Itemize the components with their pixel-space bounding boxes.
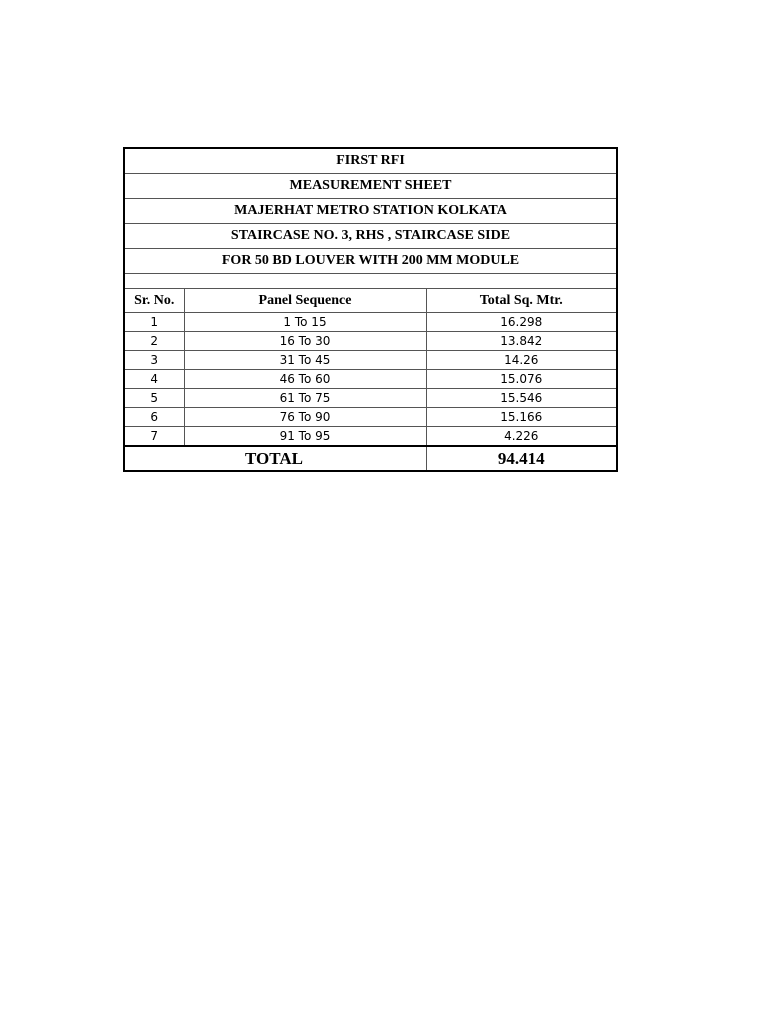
header-row — [124, 249, 617, 274]
cell-sr-no: 6 — [124, 408, 184, 427]
cell-total-sq-mtr: 14.26 — [426, 351, 617, 370]
table-row — [124, 370, 617, 389]
header-title: FIRST RFI — [124, 148, 617, 174]
cell-sr-no: 1 — [124, 313, 184, 332]
header-location: MAJERHAT METRO STATION KOLKATA — [124, 199, 617, 224]
header-staircase: STAIRCASE NO. 3, RHS , STAIRCASE SIDE — [124, 224, 617, 249]
cell-total-sq-mtr: 15.166 — [426, 408, 617, 427]
table-row — [124, 389, 617, 408]
cell-total-sq-mtr: 13.842 — [426, 332, 617, 351]
table-row — [124, 332, 617, 351]
cell-panel-sequence: 1 To 15 — [184, 313, 426, 332]
column-header-row — [124, 289, 617, 313]
header-description: FOR 50 BD LOUVER WITH 200 MM MODULE — [124, 249, 617, 274]
cell-sr-no: 3 — [124, 351, 184, 370]
measurement-sheet-table — [123, 147, 618, 472]
total-label: TOTAL — [124, 446, 426, 471]
cell-panel-sequence: 16 To 30 — [184, 332, 426, 351]
spacer-row — [124, 274, 617, 289]
cell-total-sq-mtr: 4.226 — [426, 427, 617, 447]
column-header-sr-no: Sr. No. — [124, 289, 184, 313]
cell-sr-no: 7 — [124, 427, 184, 447]
cell-total-sq-mtr: 15.546 — [426, 389, 617, 408]
cell-panel-sequence: 31 To 45 — [184, 351, 426, 370]
cell-panel-sequence: 61 To 75 — [184, 389, 426, 408]
table-row — [124, 408, 617, 427]
cell-panel-sequence: 91 To 95 — [184, 427, 426, 447]
cell-total-sq-mtr: 16.298 — [426, 313, 617, 332]
table-row — [124, 351, 617, 370]
header-row — [124, 224, 617, 249]
header-subtitle: MEASUREMENT SHEET — [124, 174, 617, 199]
cell-panel-sequence: 76 To 90 — [184, 408, 426, 427]
cell-sr-no: 2 — [124, 332, 184, 351]
cell-sr-no: 5 — [124, 389, 184, 408]
spacer-cell — [124, 274, 617, 289]
column-header-total-sq-mtr: Total Sq. Mtr. — [426, 289, 617, 313]
total-row — [124, 446, 617, 471]
table-row — [124, 427, 617, 447]
header-row — [124, 174, 617, 199]
cell-total-sq-mtr: 15.076 — [426, 370, 617, 389]
cell-sr-no: 4 — [124, 370, 184, 389]
header-row — [124, 199, 617, 224]
table-row — [124, 313, 617, 332]
cell-panel-sequence: 46 To 60 — [184, 370, 426, 389]
column-header-panel-sequence: Panel Sequence — [184, 289, 426, 313]
total-value: 94.414 — [426, 446, 617, 471]
header-row — [124, 148, 617, 174]
